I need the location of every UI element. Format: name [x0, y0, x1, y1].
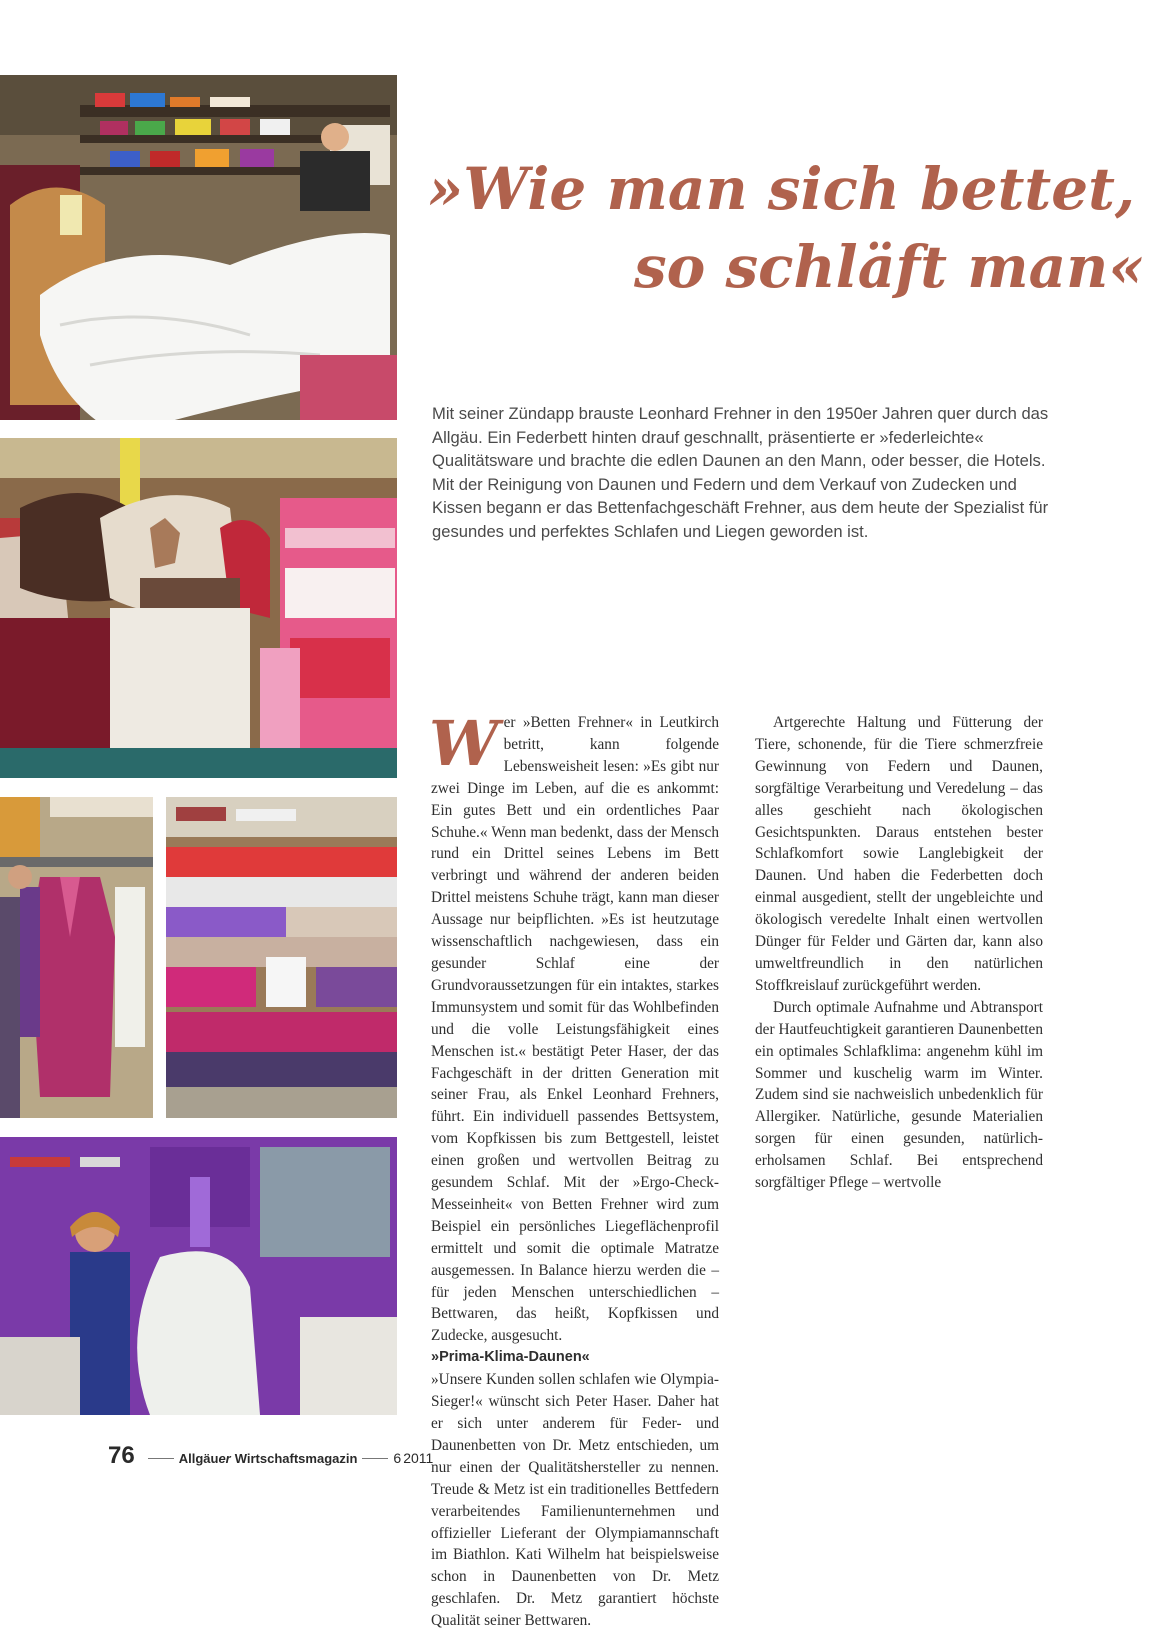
- footer-rule: [148, 1458, 174, 1459]
- magazine-name-part-1: Allgäu: [178, 1451, 219, 1466]
- article-title-line-1: »Wie man sich bettet,: [427, 155, 1136, 223]
- drop-cap: W: [429, 707, 499, 780]
- article-column-right: [755, 712, 1043, 1194]
- subheading: »Prima-Klima-Daunen«: [431, 1349, 590, 1366]
- page-number: 76: [108, 1442, 135, 1469]
- issue-number: 6: [393, 1450, 402, 1466]
- body-paragraph-1: er »Betten Frehner« in Leutkirch betritt, kann folgende Lebensweisheit lesen: »Es gibt nur zwei Dinge im Leben, auf die es ankommt: Ein gutes Bett und ein ordentliches Paar Schuhe.« Wenn man bedenkt, dass der Mensch rund ein Drittel seines Lebens im Bett verbringt und während der anderen beiden Drittel meistens Schuhe trägt, kann man dieser Aussage nur beipflichten. »Es ist heutzutage wissenschaftlich nachgewiesen, dass ein gesunder Schlaf eine der Grundvoraussetzungen für ein intaktes, starkes Immunsystem und somit für das Wohlbefinden und die volle Leistungsfähigkeit eines Menschen ist.« bestätigt Peter Haser, der das Fachgeschäft in der dritten Generation mit seiner Frau, als Enkel Leonhard Frehners, führt. Ein individuell passendes Bettsystem, vom Kopfkissen bis zum Bettgestell, leistet einen großen und wertvollen Beitrag zu gesundem Schlaf. Mit der »Ergo-Check-Messeinheit« von Betten Frehner wird zum Beispiel ein persönliches Liegeflächenprofil ermittelt und somit die optimale Matratze ausgemessen. In Balance hierzu werden die – für jeden Menschen unterschiedlichen – Bettwaren, das heißt, Kopfkissen und Zudecke, ausgesucht.: [431, 714, 719, 1345]
- photo-bathrobe-display: [0, 797, 153, 1118]
- photo-cleaning-machine: [0, 1137, 397, 1415]
- article-column-left: [429, 707, 719, 1632]
- body-paragraph-2: »Unsere Kunden sollen schlafen wie Olympia-Sieger!« wünscht sich Peter Haser. Daher hat er sich unter anderem für Feder- und Daunenbetten von Dr. Metz entschieden, um nur einen der Qualitätshersteller zu nennen. Treude & Metz ist ein traditionelles Bettfedern verarbeitendes Familienunternehmen und offizieller Lieferant der Olympiamannschaft im Biathlon. Kati Wilhelm hat beispielsweise schon in Daunenbetten von Dr. Metz geschlafen. Dr. Metz garantiert höchste Qualität seiner Bettwaren.: [431, 1371, 719, 1630]
- magazine-name-part-3: Wirtschaftsmagazin: [234, 1451, 358, 1466]
- article-intro: Mit seiner Zündapp brauste Leonhard Frehner in den 1950er Jahren quer durch das Allgäu. Ein Federbett hinten drauf geschnallt, präsentierte er »federleichte« Qualitätsware und brachte die edlen Daunen an den Mann, oder besser, die Hotels. Mit der Reinigung von Daunen und Federn und dem Verkauf von Zudecken und Kissen begann er das Bettenfachgeschäft Frehner, aus dem heute der Spezialist für gesundes und perfektes Schlafen und Liegen geworden ist.: [432, 404, 1049, 541]
- body-paragraph-4: Durch optimale Aufnahme und Abtransport der Hautfeuchtigkeit garantieren Daunenbetten ein optimales Schlafklima: angenehm kühl im Sommer und kuschelig warm im Winter. Zudem sind sie nachweislich unbedenklich für Allergiker. Natürliche, gesunde Materialien sorgen für einen gesunden, natürlich-erholsamen Schlaf. Bei entsprechend sorgfältiger Pflege – wertvolle: [755, 998, 1043, 1192]
- page-footer: [108, 1442, 433, 1472]
- photo-pillows-display: [0, 438, 397, 778]
- photo-towels-display: [166, 797, 397, 1118]
- footer-rule: [362, 1458, 388, 1459]
- magazine-name-part-2: er: [218, 1451, 231, 1466]
- photo-bedding-display: [0, 75, 397, 420]
- body-paragraph-3: Artgerechte Haltung und Fütterung der Tiere, schonende, für die Tiere schmerzfreie Gewinnung von Federn und Daunen, sorgfältige Verarbeitung und Veredelung – das alles geschieht nach ökologischen Gesichtspunkten. Daraus entstehen bester Schlafkomfort sowie Langlebigkeit der Daunen. Und haben die Federbetten doch einmal ausgedient, stellt der ungebleichte und ökologisch veredelte Inhalt einen wertvollen Dünger für Felder und Gärten dar, kann also umweltfreundlich in den natürlichen Stoffkreislauf zurückgeführt werden.: [755, 714, 1043, 994]
- issue-year: 2011: [403, 1450, 434, 1466]
- article-title-line-2: so schläft man«: [634, 233, 1145, 301]
